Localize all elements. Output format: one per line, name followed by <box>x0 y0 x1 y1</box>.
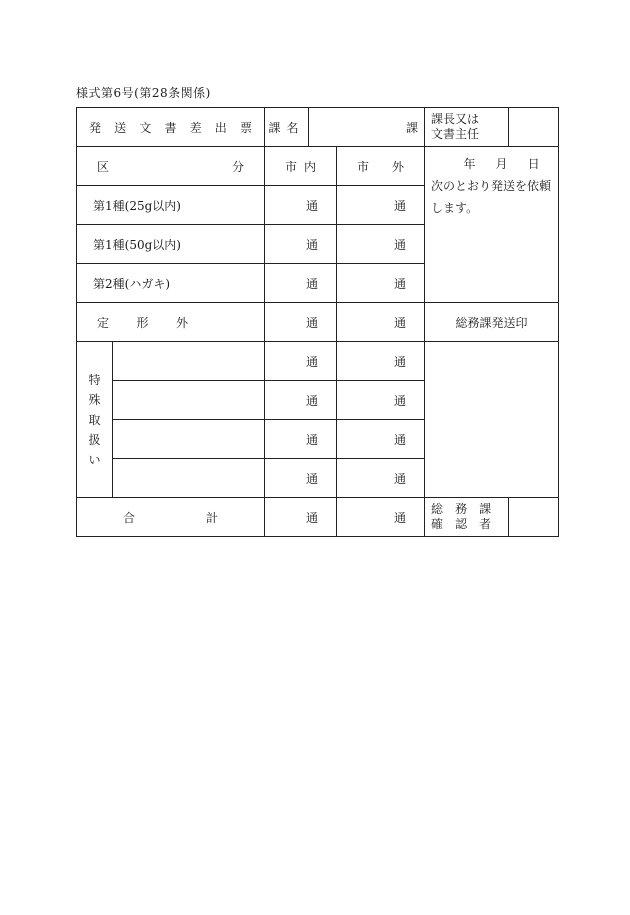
special-item-field[interactable] <box>113 381 265 420</box>
count-city-out[interactable]: 通 <box>337 381 425 420</box>
dispatch-form-table <box>76 107 559 537</box>
special-handling-label: 特 殊 取 扱 い <box>77 342 113 498</box>
count-city-in[interactable]: 通 <box>265 381 337 420</box>
row-class2-postcard: 第2種(ハガキ) 通 通 <box>77 264 559 303</box>
section-name-field[interactable] <box>309 108 425 147</box>
request-box: 年 月 日 次のとおり発送を依頼 します。 <box>425 147 559 303</box>
row-class1-25g: 第1種(25g以内) 通 通 <box>77 186 559 225</box>
count-city-in[interactable]: 通 <box>265 225 337 264</box>
count-city-out[interactable]: 通 <box>337 420 425 459</box>
chief-label: 課長又は 文書主任 <box>425 108 509 147</box>
row-class1-50g: 第1種(50g以内) 通 通 <box>77 225 559 264</box>
stamp-label: 総務課発送印 <box>425 303 559 342</box>
count-city-in[interactable]: 通 <box>265 420 337 459</box>
count-city-in[interactable]: 通 <box>265 264 337 303</box>
special-item-field[interactable] <box>113 342 265 381</box>
special-item-field[interactable] <box>113 459 265 498</box>
section-label: 課名 <box>265 108 309 147</box>
row-irregular: 定 形 外 通 通 総務課発送印 <box>77 303 559 342</box>
count-city-out[interactable]: 通 <box>337 303 425 342</box>
row-special-1 <box>77 342 559 381</box>
count-city-out[interactable]: 通 <box>337 264 425 303</box>
confirmer-label: 総 務 課 確 認 者 <box>425 498 509 537</box>
form-title: 様式第6号(第28条関係) <box>76 86 211 100</box>
confirmer-seal-field[interactable] <box>509 498 559 537</box>
section-suffix: 課 <box>406 120 419 135</box>
count-city-in[interactable]: 通 <box>265 459 337 498</box>
count-city-in[interactable]: 通 <box>265 186 337 225</box>
count-city-out[interactable]: 通 <box>337 225 425 264</box>
count-city-in[interactable]: 通 <box>265 342 337 381</box>
dispatch-stamp-area[interactable] <box>425 342 559 498</box>
special-item-field[interactable] <box>113 420 265 459</box>
total-city-out[interactable]: 通 <box>337 498 425 537</box>
header-row <box>77 108 559 147</box>
count-city-in[interactable]: 通 <box>265 303 337 342</box>
column-header-row: 区 分 市 内 市 外 年 月 日 次のとおり発送を依頼 します。 <box>77 147 559 186</box>
chief-seal-field[interactable] <box>509 108 559 147</box>
row-total: 合 計 通 通 総 務 課 確 認 者 <box>77 498 559 537</box>
form-name-cell: 発 送 文 書 差 出 票 <box>77 108 265 147</box>
count-city-out[interactable]: 通 <box>337 342 425 381</box>
count-city-out[interactable]: 通 <box>337 186 425 225</box>
total-city-in[interactable]: 通 <box>265 498 337 537</box>
count-city-out[interactable]: 通 <box>337 459 425 498</box>
